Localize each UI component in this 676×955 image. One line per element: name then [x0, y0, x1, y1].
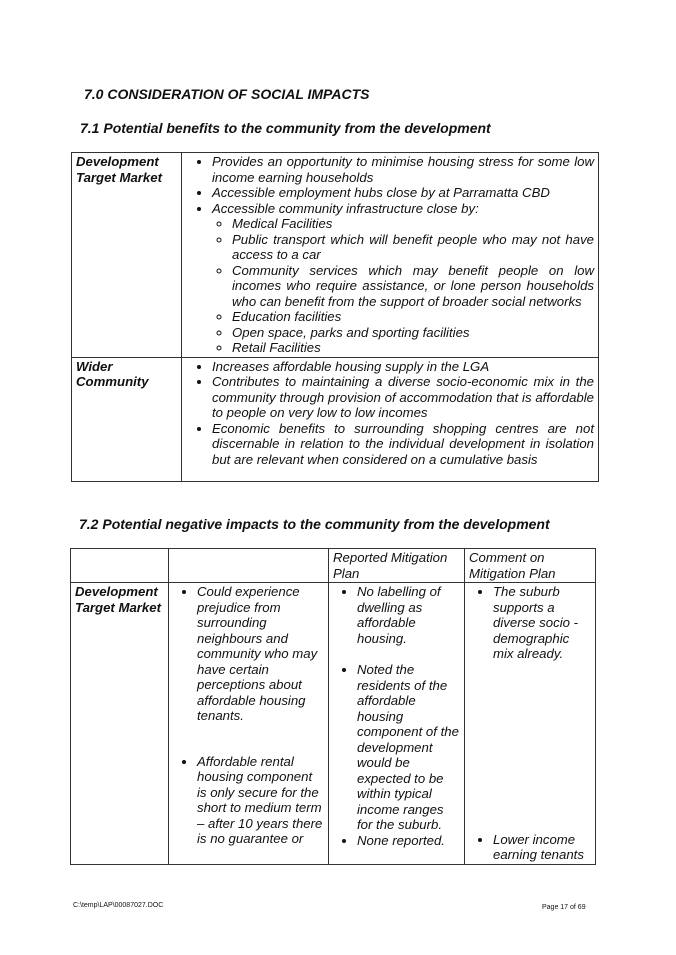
row-label: Development Target Market	[71, 583, 169, 865]
list-item: • Provides an opportunity to minimise housing stress for some low income earning households	[212, 154, 594, 185]
benefits-heading: 7.1 Potential benefits to the community from the development	[80, 120, 491, 136]
header-cell-empty	[169, 549, 329, 583]
row-content	[182, 153, 599, 358]
list-item: • Increases affordable housing supply in the LGA	[212, 359, 594, 375]
sub-list-item: ◦ Education facilities	[232, 309, 594, 325]
list-item: • Economic benefits to surrounding shopping centres are not discernable in relation to the individual development in isolation but are relevant when considered on a cumulative basis	[212, 421, 594, 468]
list-item: • Could experience prejudice from surrounding neighbours and community who may have certain perceptions about affordable housing tenants.	[197, 584, 324, 724]
table-header-row	[71, 549, 596, 583]
header-cell-empty	[71, 549, 169, 583]
list-item: • No labelling of dwelling as affordable housing.	[357, 584, 460, 646]
table-row	[71, 583, 596, 865]
footer-path: C:\temp\LAP\00087027.DOC	[73, 902, 164, 909]
header-mitigation: Reported Mitigation Plan	[329, 549, 465, 583]
mitigation-cell	[329, 583, 465, 865]
list-item: • Contributes to maintaining a diverse socio-economic mix in the community through provision of accommodation that is affordable to people on very low to low incomes	[212, 374, 594, 421]
row-content	[182, 357, 599, 482]
list-item	[212, 201, 594, 356]
row-label: Wider Community	[72, 357, 182, 482]
benefits-table	[71, 152, 599, 482]
negative-impacts-heading: 7.2 Potential negative impacts to the community from the development	[79, 516, 550, 532]
sub-list-item: ◦ Public transport which will benefit people who may not have access to a car	[232, 232, 594, 263]
negative-impacts-table	[70, 548, 596, 865]
list-item-text: Accessible community infrastructure close by:	[212, 200, 479, 216]
list-item: • Affordable rental housing component is only secure for the short to medium term – after 10 years there is no guarantee or	[197, 754, 324, 847]
comment-cell	[465, 583, 596, 865]
sub-list-item: ◦ Community services which may benefit people on low incomes who require assistance, or lone person households who can benefit from the support of broader social networks	[232, 263, 594, 310]
row-label: Development Target Market	[72, 153, 182, 358]
section-heading: 7.0 CONSIDERATION OF SOCIAL IMPACTS	[84, 86, 370, 102]
list-item: • None reported.	[357, 833, 460, 849]
impacts-cell	[169, 583, 329, 865]
sub-list-item: ◦ Medical Facilities	[232, 216, 594, 232]
sub-list-item: ◦ Open space, parks and sporting facilities	[232, 325, 594, 341]
footer-page-number: Page 17 of 69	[542, 904, 586, 911]
table-row	[72, 357, 599, 482]
sub-list-item: ◦ Retail Facilities	[232, 340, 594, 356]
list-item: • The suburb supports a diverse socio - demographic mix already.	[493, 584, 591, 662]
header-comment: Comment on Mitigation Plan	[465, 549, 596, 583]
list-item: • Accessible employment hubs close by at Parramatta CBD	[212, 185, 594, 201]
table-row	[72, 153, 599, 358]
list-item: • Noted the residents of the affordable housing component of the development would be expected to be within typical income ranges for the suburb.	[357, 662, 460, 833]
list-item: • Lower income earning tenants	[493, 832, 591, 863]
